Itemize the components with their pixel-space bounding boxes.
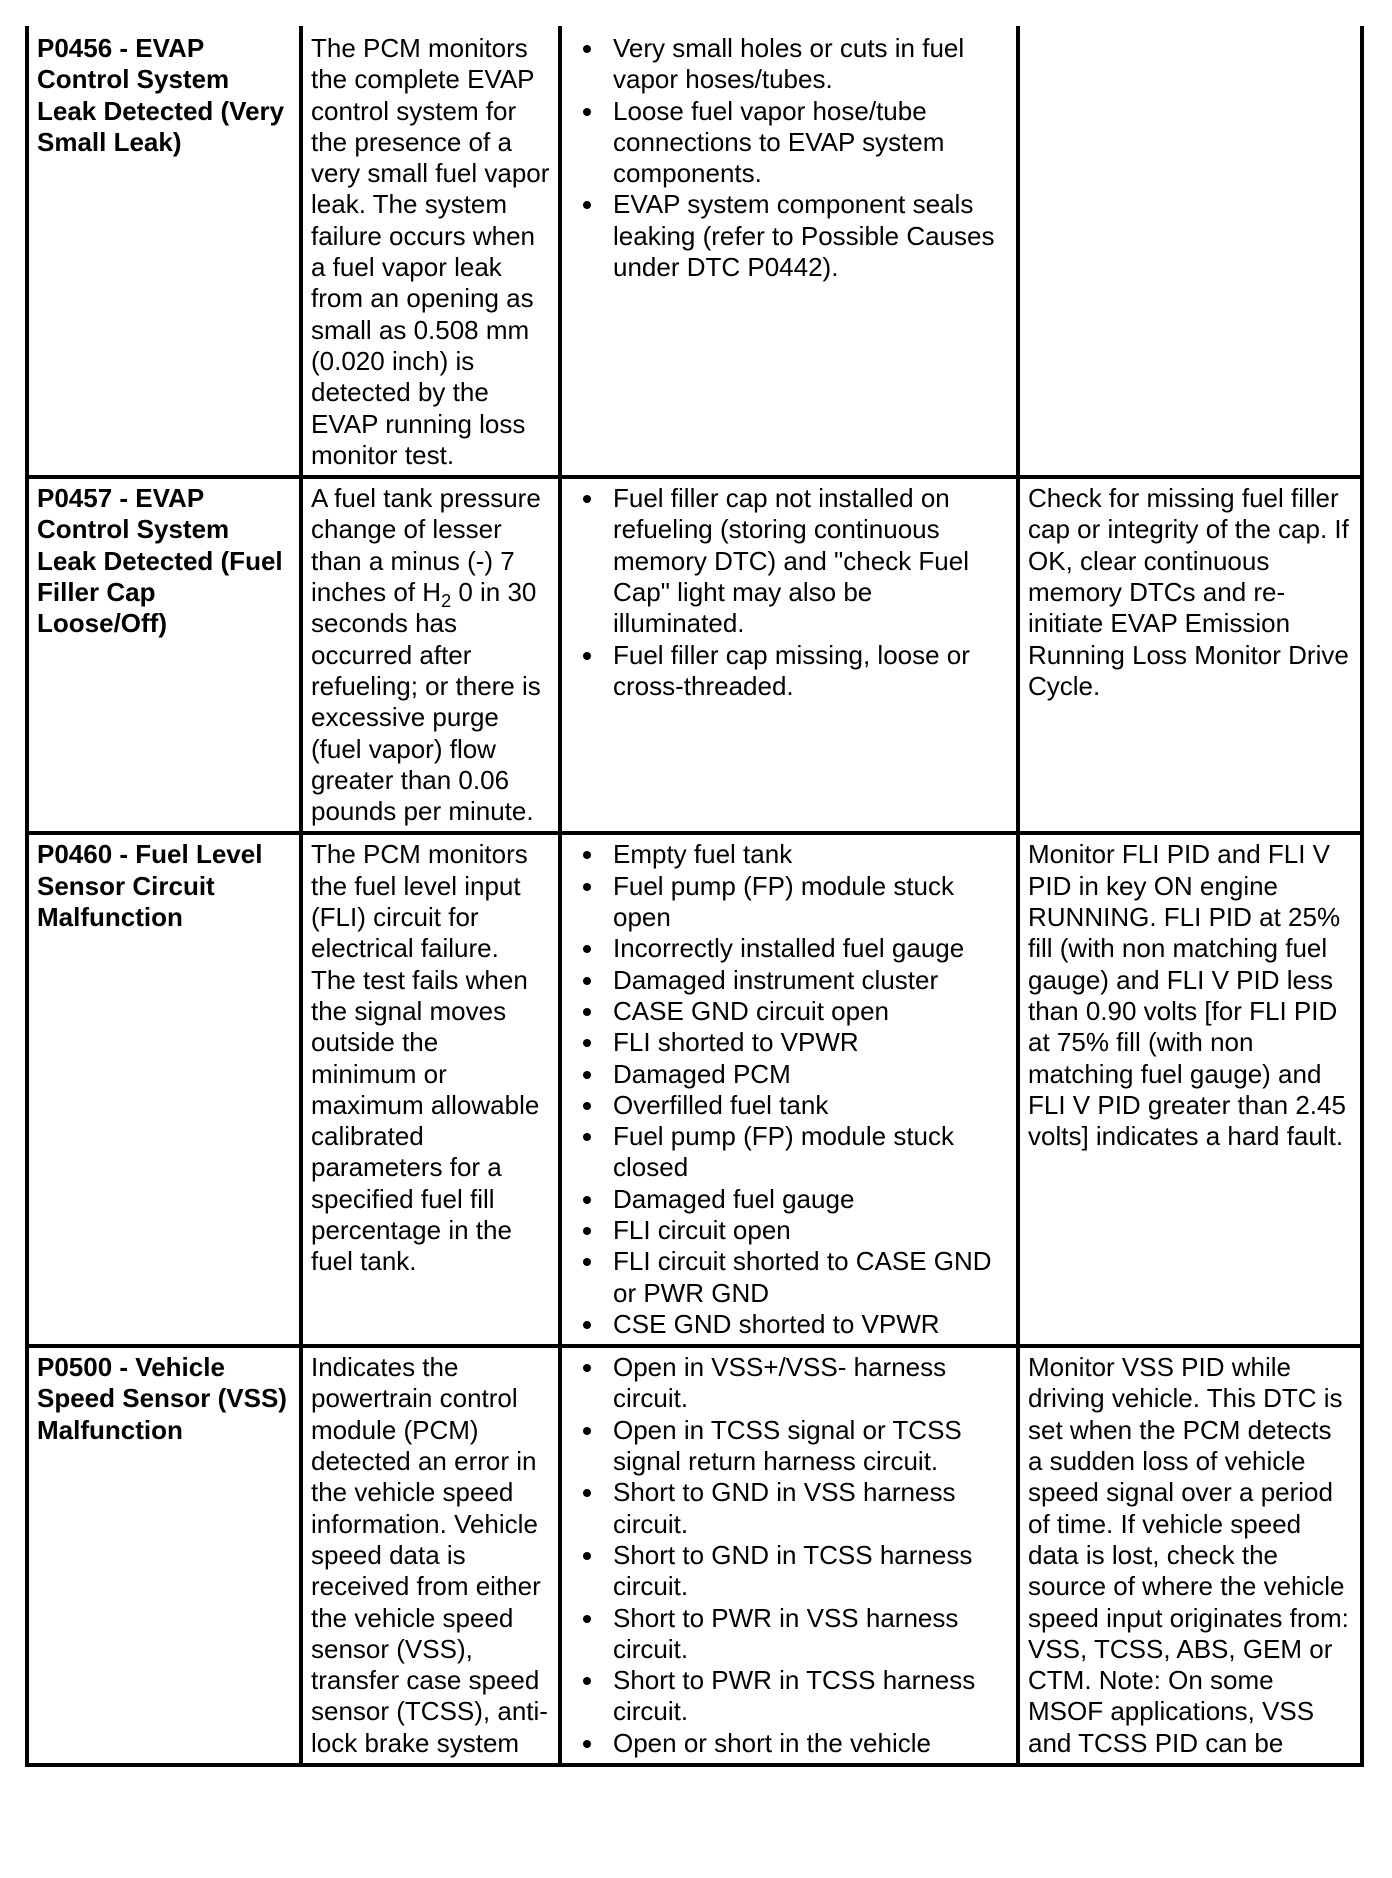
causes-list xyxy=(570,33,1008,283)
list-item: Short to PWR in TCSS harness circuit. xyxy=(613,1665,1008,1728)
list-item: Short to GND in TCSS harness circuit. xyxy=(613,1540,1008,1603)
dtc-code: P0456 - EVAP Control System Leak Detected (Very Small Leak) xyxy=(27,26,301,477)
list-item: EVAP system component seals leaking (refer to Possible Causes under DTC P0442). xyxy=(613,189,1008,283)
dtc-code: P0500 - Vehicle Speed Sensor (VSS) Malfunction xyxy=(27,1346,301,1765)
dtc-description xyxy=(301,477,560,833)
list-item: Open or short in the vehicle xyxy=(613,1728,1008,1759)
list-item: Damaged fuel gauge xyxy=(613,1184,1008,1215)
dtc-table xyxy=(25,26,1364,1767)
causes-list xyxy=(570,483,1008,702)
dtc-description: The PCM monitors the fuel level input (FLI) circuit for electrical failure. The test fails when the signal moves outside the minimum or maximum allowable calibrated parameters for a specified fuel fill percentage in the fuel tank. xyxy=(301,833,560,1346)
table-row xyxy=(27,1346,1362,1765)
dtc-code: P0460 - Fuel Level Sensor Circuit Malfunction xyxy=(27,833,301,1346)
possible-causes xyxy=(560,833,1018,1346)
list-item: CSE GND shorted to VPWR xyxy=(613,1309,1008,1340)
list-item: Fuel filler cap missing, loose or cross-threaded. xyxy=(613,640,1008,703)
list-item: Short to GND in VSS harness circuit. xyxy=(613,1477,1008,1540)
description-text: A fuel tank pressure change of lesser than a minus (-) 7 inches of H xyxy=(311,483,541,608)
table-row xyxy=(27,26,1362,477)
dtc-description: Indicates the powertrain control module (PCM) detected an error in the vehicle speed information. Vehicle speed data is received from either the vehicle speed sensor (VSS), transfer case speed sensor (TCSS), anti-lock brake system xyxy=(301,1346,560,1765)
list-item: FLI shorted to VPWR xyxy=(613,1027,1008,1058)
possible-causes xyxy=(560,26,1018,477)
subscript: 2 xyxy=(441,591,452,612)
causes-list xyxy=(570,839,1008,1340)
possible-causes xyxy=(560,1346,1018,1765)
dtc-code: P0457 - EVAP Control System Leak Detected (Fuel Filler Cap Loose/Off) xyxy=(27,477,301,833)
table-row xyxy=(27,833,1362,1346)
list-item: Damaged PCM xyxy=(613,1059,1008,1090)
causes-list xyxy=(570,1352,1008,1759)
list-item: FLI circuit shorted to CASE GND or PWR GND xyxy=(613,1246,1008,1309)
list-item: Very small holes or cuts in fuel vapor hoses/tubes. xyxy=(613,33,1008,96)
diagnostic-action: Monitor VSS PID while driving vehicle. This DTC is set when the PCM detects a sudden loss of vehicle speed signal over a period of time. If vehicle speed data is lost, check the source of where the vehicle speed input originates from: VSS, TCSS, ABS, GEM or CTM. Note: On some MSOF applications, VSS and TCSS PID can be xyxy=(1018,1346,1362,1765)
diagnostic-action xyxy=(1018,26,1362,477)
list-item: Incorrectly installed fuel gauge xyxy=(613,933,1008,964)
list-item: Empty fuel tank xyxy=(613,839,1008,870)
description-text: 0 in 30 seconds has occurred after refueling; or there is excessive purge (fuel vapor) flow greater than 0.06 pounds per minute. xyxy=(311,577,541,827)
list-item: Damaged instrument cluster xyxy=(613,965,1008,996)
table-row xyxy=(27,477,1362,833)
possible-causes xyxy=(560,477,1018,833)
list-item: FLI circuit open xyxy=(613,1215,1008,1246)
list-item: Fuel pump (FP) module stuck open xyxy=(613,871,1008,934)
list-item: Fuel pump (FP) module stuck closed xyxy=(613,1121,1008,1184)
dtc-page xyxy=(25,26,1360,1767)
list-item: Fuel filler cap not installed on refueling (storing continuous memory DTC) and "check Fuel Cap" light may also be illuminated. xyxy=(613,483,1008,639)
dtc-description: The PCM monitors the complete EVAP control system for the presence of a very small fuel vapor leak. The system failure occurs when a fuel vapor leak from an opening as small as 0.508 mm (0.020 inch) is detected by the EVAP running loss monitor test. xyxy=(301,26,560,477)
list-item: Open in TCSS signal or TCSS signal return harness circuit. xyxy=(613,1415,1008,1478)
diagnostic-action: Check for missing fuel filler cap or integrity of the cap. If OK, clear continuous memory DTCs and re-initiate EVAP Emission Running Loss Monitor Drive Cycle. xyxy=(1018,477,1362,833)
list-item: Overfilled fuel tank xyxy=(613,1090,1008,1121)
list-item: Loose fuel vapor hose/tube connections to EVAP system components. xyxy=(613,96,1008,190)
list-item: Short to PWR in VSS harness circuit. xyxy=(613,1603,1008,1666)
diagnostic-action: Monitor FLI PID and FLI V PID in key ON engine RUNNING. FLI PID at 25% fill (with non matching fuel gauge) and FLI V PID less than 0.90 volts [for FLI PID at 75% fill (with non matching fuel gauge) and FLI V PID greater than 2.45 volts] indicates a hard fault. xyxy=(1018,833,1362,1346)
list-item: CASE GND circuit open xyxy=(613,996,1008,1027)
list-item: Open in VSS+/VSS- harness circuit. xyxy=(613,1352,1008,1415)
